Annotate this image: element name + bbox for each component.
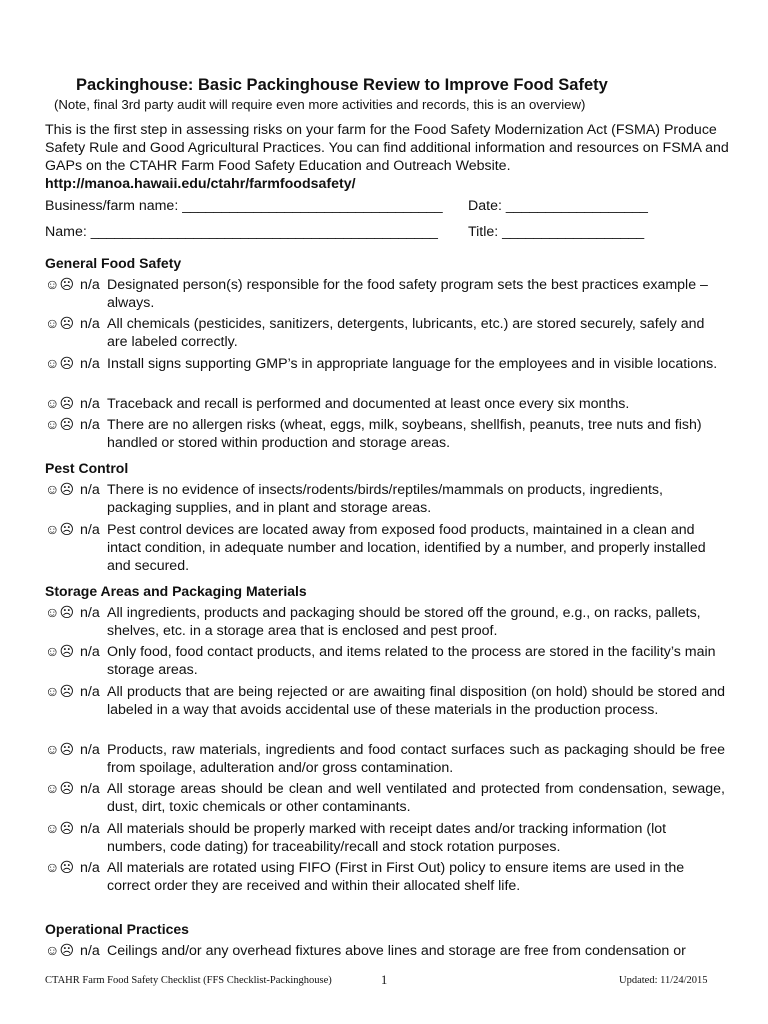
na-option[interactable]: n/a — [80, 482, 100, 498]
smiley-frowny-icon[interactable]: ☺☹ — [45, 356, 75, 372]
checklist-item — [45, 643, 725, 679]
checklist-item-text: Products, raw materials, ingredients and food contact surfaces such as packaging should be free from spoilage, adulteration and/or gross contamination. — [107, 742, 725, 776]
checklist-item-text: There are no allergen risks (wheat, eggs, milk, soybeans, shellfish, peanuts, tree nuts and fish) handled or stored within production and storage areas. — [107, 417, 702, 451]
na-option[interactable]: n/a — [80, 943, 100, 959]
checklist-item-text: All materials should be properly marked with receipt dates and/or tracking information (lot numbers, code dating) for traceability/recall and stock rotation purposes. — [107, 821, 667, 855]
na-option[interactable]: n/a — [80, 821, 100, 837]
checklist-item-text: All chemicals (pesticides, sanitizers, detergents, lubricants, etc.) are stored securely, safely and are labeled correctly. — [107, 316, 705, 350]
checklist-item — [45, 355, 725, 373]
page-subtitle: (Note, final 3rd party audit will require even more activities and records, this is an overview) — [54, 97, 586, 112]
checklist-item-text: Install signs supporting GMP’s in appropriate language for the employees and in visible locations. — [107, 356, 718, 372]
checklist-item — [45, 521, 725, 575]
section-heading: Storage Areas and Packaging Materials — [45, 583, 307, 599]
checklist-item — [45, 741, 725, 777]
smiley-frowny-icon[interactable]: ☺☹ — [45, 605, 75, 621]
checklist-item-text: All storage areas should be clean and well ventilated and protected from condensation, sewage, dust, dirt, toxic chemicals or other contaminants. — [107, 781, 725, 815]
footer-left-text: CTAHR Farm Food Safety Checklist (FFS Checklist-Packinghouse) — [45, 975, 332, 986]
na-option[interactable]: n/a — [80, 316, 100, 332]
smiley-frowny-icon[interactable]: ☺☹ — [45, 277, 75, 293]
smiley-frowny-icon[interactable]: ☺☹ — [45, 860, 75, 876]
checklist-item — [45, 395, 725, 413]
checklist-item-text: All products that are being rejected or are awaiting final disposition (on hold) should be stored and labeled in a way that avoids accidental use of these materials in the production process. — [107, 684, 725, 718]
smiley-frowny-icon[interactable]: ☺☹ — [45, 684, 75, 700]
checklist-item-text: Only food, food contact products, and items related to the process are stored in the facility’s main storage areas. — [107, 644, 716, 678]
smiley-frowny-icon[interactable]: ☺☹ — [45, 644, 75, 660]
na-option[interactable]: n/a — [80, 396, 100, 412]
na-option[interactable]: n/a — [80, 522, 100, 538]
website-link[interactable]: http://manoa.hawaii.edu/ctahr/farmfoodsafety/ — [45, 176, 356, 192]
title-field[interactable]: Title: __________________ — [468, 224, 645, 240]
smiley-frowny-icon[interactable]: ☺☹ — [45, 821, 75, 837]
smiley-frowny-icon[interactable]: ☺☹ — [45, 943, 75, 959]
na-option[interactable]: n/a — [80, 781, 100, 797]
business-name-field[interactable]: Business/farm name: _________________________________ — [45, 198, 443, 214]
name-field[interactable]: Name: ____________________________________________ — [45, 224, 438, 240]
smiley-frowny-icon[interactable]: ☺☹ — [45, 781, 75, 797]
checklist-item-text: Ceilings and/or any overhead fixtures above lines and storage are free from condensation or — [107, 943, 686, 959]
checklist-item — [45, 416, 725, 452]
intro-text: This is the first step in assessing risks on your farm for the Food Safety Modernization Act (FSMA) Produce Safety Rule and Good Agricultural Practices. You can find additional information and resources on FSMA and GAPs on the CTAHR Farm Food Safety Education and Outreach Website. — [45, 122, 729, 174]
footer-updated-date: Updated: 11/24/2015 — [619, 975, 708, 986]
section-heading: General Food Safety — [45, 255, 182, 271]
checklist-item-text: There is no evidence of insects/rodents/birds/reptiles/mammals on products, ingredients, packaging supplies, and in plant and storage areas. — [107, 482, 663, 516]
na-option[interactable]: n/a — [80, 417, 100, 433]
smiley-frowny-icon[interactable]: ☺☹ — [45, 396, 75, 412]
date-field[interactable]: Date: __________________ — [468, 198, 648, 214]
na-option[interactable]: n/a — [80, 605, 100, 621]
checklist-item-text: Pest control devices are located away from exposed food products, maintained in a clean and intact condition, in adequate number and location, identified by a number, and properly installed and secured. — [107, 522, 706, 574]
smiley-frowny-icon[interactable]: ☺☹ — [45, 482, 75, 498]
na-option[interactable]: n/a — [80, 742, 100, 758]
section-heading: Operational Practices — [45, 921, 189, 937]
section-heading: Pest Control — [45, 460, 129, 476]
smiley-frowny-icon[interactable]: ☺☹ — [45, 742, 75, 758]
na-option[interactable]: n/a — [80, 644, 100, 660]
smiley-frowny-icon[interactable]: ☺☹ — [45, 316, 75, 332]
na-option[interactable]: n/a — [80, 277, 100, 293]
smiley-frowny-icon[interactable]: ☺☹ — [45, 522, 75, 538]
checklist-item — [45, 315, 725, 351]
checklist-item — [45, 276, 725, 312]
intro-paragraph — [45, 121, 735, 193]
checklist-item-text: All materials are rotated using FIFO (First in First Out) policy to ensure items are used in the correct order they are received and within their allocated shelf life. — [107, 860, 685, 894]
smiley-frowny-icon[interactable]: ☺☹ — [45, 417, 75, 433]
checklist-item — [45, 683, 725, 719]
checklist-item — [45, 942, 725, 960]
checklist-item-text: Traceback and recall is performed and documented at least once every six months. — [107, 396, 630, 412]
checklist-item-text: Designated person(s) responsible for the food safety program sets the best practices example – always. — [107, 277, 708, 311]
na-option[interactable]: n/a — [80, 684, 100, 700]
na-option[interactable]: n/a — [80, 356, 100, 372]
checklist-item — [45, 820, 725, 856]
checklist-item — [45, 780, 725, 816]
checklist-item-text: All ingredients, products and packaging should be stored off the ground, e.g., on racks, pallets, shelves, etc. in a storage area that is enclosed and pest proof. — [107, 605, 701, 639]
page-title: Packinghouse: Basic Packinghouse Review to Improve Food Safety — [76, 76, 608, 94]
page-number: 1 — [381, 973, 388, 987]
checklist-item — [45, 859, 725, 895]
checklist-item — [45, 604, 725, 640]
na-option[interactable]: n/a — [80, 860, 100, 876]
checklist-item — [45, 481, 725, 517]
